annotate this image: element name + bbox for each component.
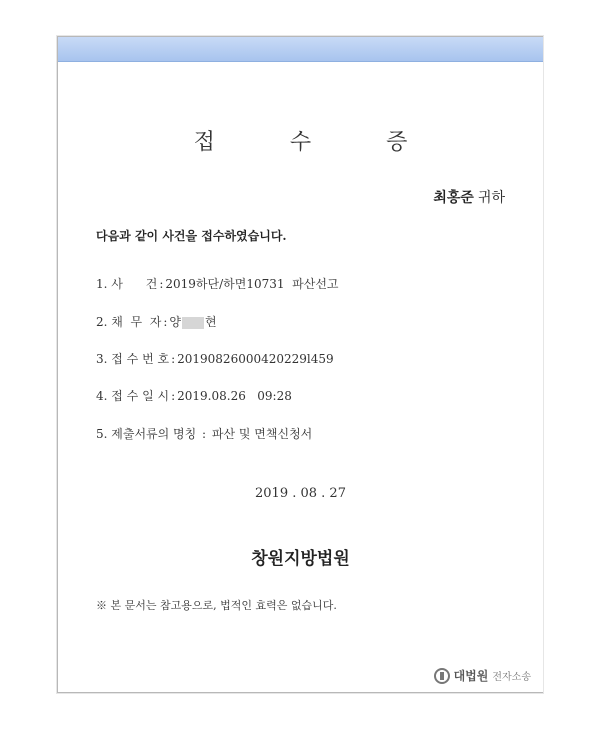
field-receipt-datetime: 4. 접 수 일 시 : 2019.08.26 09:28 (96, 389, 292, 403)
field-value: 2019.08.26 09:28 (177, 389, 292, 403)
field-value: 20190826000420229l459 (177, 352, 334, 366)
footer-logo (434, 667, 531, 684)
field-value: 파산 및 면책신청서 (211, 427, 313, 441)
redaction-block (182, 317, 204, 329)
field-value-prefix: 양 (169, 315, 181, 329)
field-case: 1. 사 건 : 2019하단/하면10731 파산선고 (96, 277, 339, 291)
field-label: 3. 접 수 번 호 (96, 352, 170, 366)
field-document-name: 5. 제출서류의 명칭 : 파산 및 면책신청서 (96, 427, 313, 441)
court-emblem-icon (434, 668, 450, 684)
field-label: 1. 사 건 (96, 277, 158, 291)
document-sheet (57, 36, 543, 693)
field-value-suffix: 현 (204, 315, 217, 329)
footer-sub: 전자소송 (492, 672, 531, 683)
field-debtor: 2. 채 무 자 : 양 현 (96, 315, 217, 329)
document-date: 2019 . 08 . 27 (255, 486, 346, 501)
court-name: 창원지방법원 (251, 549, 350, 569)
footer-brand: 대법원 (453, 669, 489, 683)
addressee-suffix: 귀하 (477, 190, 505, 206)
addressee-name: 최홍준 (433, 190, 474, 206)
window-title-bar (58, 37, 543, 62)
field-label: 5. 제출서류의 명칭 (96, 427, 197, 441)
intro-text: 다음과 같이 사건을 접수하였습니다. (96, 229, 287, 243)
field-label: 2. 채 무 자 (96, 315, 162, 329)
addressee (433, 187, 505, 207)
notice-text: ※ 본 문서는 참고용으로, 법적인 효력은 없습니다. (96, 599, 337, 612)
field-label: 4. 접 수 일 시 (96, 389, 170, 403)
field-receipt-number: 3. 접 수 번 호 : 20190826000420229l459 (96, 352, 334, 366)
field-value: 2019하단/하면10731 파산선고 (165, 277, 339, 291)
document-title: 접 수 증 (193, 130, 442, 155)
